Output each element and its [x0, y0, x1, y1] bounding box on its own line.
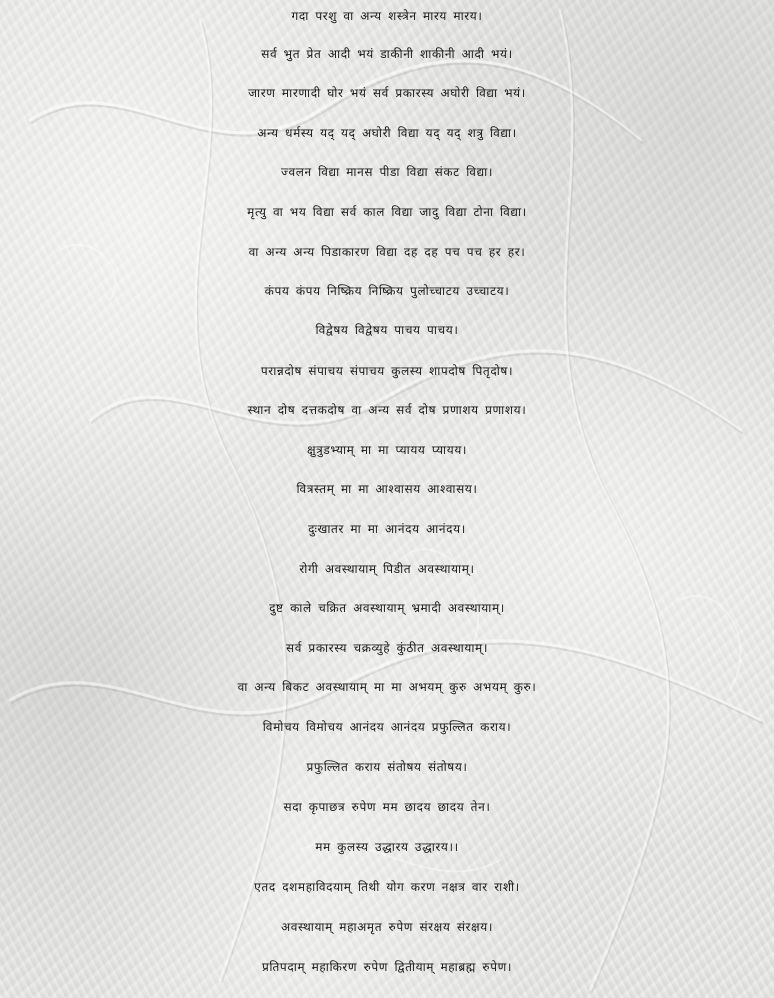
verse-line: वा अन्य अन्य पिडाकारण विद्या दह दह पच पच हर हर।	[248, 245, 526, 259]
verse-line: कंपय कंपय निष्क्रिय निष्क्रिय पुलोच्चाटय उच्चाटय।	[264, 284, 510, 298]
verse-line: सदा कृपाछत्र रुपेण मम छादय छादय तेन।	[283, 800, 491, 814]
verse-line: एतद दशमहाविदयाम् तिथी योग करण नक्षत्र वार राशी।	[254, 880, 520, 894]
verse-line: ज्वलन विद्या मानस पीडा विद्या संकट विद्या।	[281, 165, 493, 179]
verse-line: विमोचय विमोचय आनंदय आनंदय प्रफुल्लित कराय।	[262, 720, 512, 734]
verse-line: वित्रस्तम् मा मा आश्वासय आश्वासय।	[296, 482, 478, 496]
verse-line: सर्व भुत प्रेत आदी भयं डाकीनी शाकीनी आदी भयं।	[261, 47, 513, 61]
verse-line: दुःखातर मा मा आनंदय आनंदय।	[308, 522, 466, 536]
verse-line: मम कुलस्य उद्धारय उद्धारय।।	[315, 840, 459, 854]
verse-line: प्रफुल्लित कराय संतोषय संतोषय।	[306, 760, 468, 774]
verse-line: स्थान दोष दत्तकदोष वा अन्य सर्व दोष प्रणाशय प्रणाशय।	[247, 403, 527, 417]
verse-line: मृत्यु वा भय विद्या सर्व काल विद्या जादु विद्या टोना विद्या।	[247, 205, 527, 219]
verse-line: दुष्ट काले चक्रित अवस्थायाम् भ्रमादी अवस्थायाम्।	[269, 601, 505, 615]
verse-line: रोगी अवस्थायाम् पिडीत अवस्थायाम्।	[299, 562, 475, 576]
verse-line: परान्नदोष संपाचय संपाचय कुलस्य शापदोष पितृदोष।	[260, 364, 514, 378]
verse-line: सर्व प्रकारस्य चक्रव्युहे कुंठीत अवस्थायाम्।	[286, 641, 488, 655]
verse-line: गदा परशु वा अन्य शस्त्रेन मारय मारय।	[291, 9, 483, 23]
verse-line: अवस्थायाम् महाअमृत रुपेण संरक्षय संरक्षय।	[281, 920, 493, 934]
verse-line: वा अन्य बिकट अवस्थायाम् मा मा अभयम् कुरु अभयम् कुरु।	[237, 680, 537, 694]
verse-line: जारण मारणादी घोर भयं सर्व प्रकारस्य अघोरी विद्या भयं।	[248, 86, 526, 100]
verse-line: क्षुत्रुडभ्याम् मा मा प्यायय प्यायय।	[306, 443, 468, 457]
verse-line: प्रतिपदाम् महाकिरण रुपेण द्वितीयाम् महाब्रह्म रुपेण।	[261, 960, 513, 974]
verse-line: विद्वेषय विद्वेषय पाचय पाचय।	[315, 323, 459, 337]
verse-line: अन्य धर्मस्य यद् यद् अघोरी विद्या यद् यद् शत्रु विद्या।	[257, 126, 517, 140]
